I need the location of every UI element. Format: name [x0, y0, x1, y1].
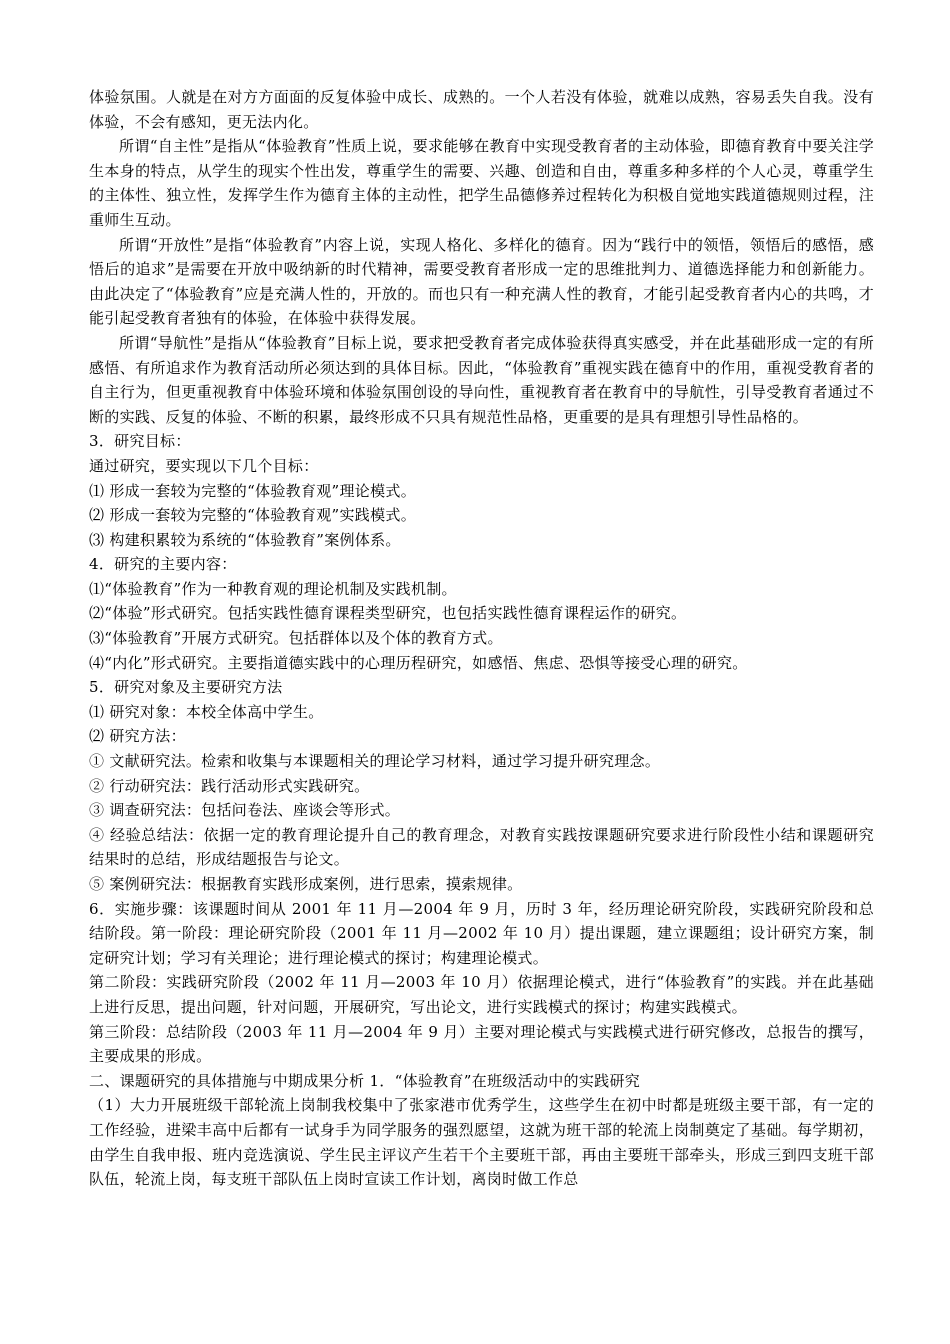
- paragraph: ② 行动研究法：践行活动形式实践研究。: [89, 776, 370, 795]
- paragraph: 二、课题研究的具体措施与中期成果分析 1．“体验教育”在班级活动中的实践研究: [89, 1071, 641, 1090]
- paragraph: ⑴ 研究对象：本校全体高中学生。: [89, 702, 324, 721]
- paragraph: ⑵ 研究方法：: [89, 727, 186, 746]
- paragraph: 所谓“导航性”是指从“体验教育”目标上说，要求把受教育者完成体验获得真实感受，并在此基础形成一定的有所感悟、有所追求作为教育活动所必须达到的具体目标。因此，“体验教育”重视实践在德育中的作用，重视受教育者的自主行为，但更重视教育中体验环境和体验氛围创设的导向性，重视教育者在教育中的导航性，引导受教育者通过不断的实践、反复的体验、不断的积累，最终形成不只具有规范性品格，更重要的是具有理想引导性品格的。: [89, 333, 874, 426]
- paragraph: ⑴ 形成一套较为完整的“体验教育观”理论模式。: [89, 481, 417, 500]
- paragraph: ⑶ 构建积累较为系统的“体验教育”案例体系。: [89, 530, 401, 549]
- paragraph: ⑤ 案例研究法：根据教育实践形成案例，进行思索，摸索规律。: [89, 875, 523, 893]
- paragraph: 6．实施步骤：该课题时间从 2001 年 11 月—2004 年 9 月，历时 3 年，经历理论研究阶段，实践研究阶段和总结阶段。第一阶段：理论研究阶段（2001 年 11 月—2002 年 10 月）提出课题，建立课题组；设计研究方案，制定研究计划；学习有关理论；进行理论模式的探讨；构建理论模式。: [89, 899, 874, 967]
- paragraph: ④ 经验总结法：依据一定的教育理论提升自己的教育理念，对教育实践按课题研究要求进行阶段性小结和课题研究结果时的总结，形成结题报告与论文。: [89, 825, 874, 869]
- paragraph: 3．研究目标：: [89, 432, 191, 451]
- paragraph: ⑷“内化”形式研究。主要指道德实践中的心理历程研究，如感悟、焦虑、恐惧等接受心理的研究。: [89, 653, 748, 672]
- paragraph: ① 文献研究法。检索和收集与本课题相关的理论学习材料，通过学习提升研究理念。: [89, 752, 661, 771]
- paragraph: 所谓“自主性”是指从“体验教育”性质上说，要求能够在教育中实现受教育者的主动体验，即德育教育中要关注学生本身的特点，从学生的现实个性出发，尊重学生的需要、兴趣、创造和自由，尊重多种多样的个人心灵，尊重学生的主体性、独立性，发挥学生作为德育主体的主动性，把学生品德修养过程转化为积极自觉地实践道德规则过程，注重师生互动。: [89, 137, 874, 229]
- paragraph: 第二阶段：实践研究阶段（2002 年 11 月—2003 年 10 月）依据理论模式，进行“体验教育”的实践。并在此基础上进行反思，提出问题，针对问题，开展研究，写出论文，进行实践模式的探讨；构建实践模式。: [89, 973, 874, 1016]
- paragraph: 体验氛围。人就是在对方方面面的反复体验中成长、成熟的。一个人若没有体验，就难以成熟，容易丢失自我。没有体验，不会有感知，更无法内化。: [89, 88, 874, 131]
- paragraph: ⑴“体验教育”作为一种教育观的理论机制及实践机制。: [89, 579, 457, 598]
- paragraph: ⑵ 形成一套较为完整的“体验教育观”实践模式。: [89, 506, 417, 525]
- paragraph: ⑵“体验”形式研究。包括实践性德育课程类型研究，也包括实践性德育课程运作的研究。: [89, 604, 687, 623]
- paragraph: ③ 调查研究法：包括问卷法、座谈会等形式。: [89, 801, 401, 820]
- document-page: [89, 85, 874, 1192]
- paragraph: 通过研究，要实现以下几个目标：: [89, 456, 319, 475]
- paragraph: 5．研究对象及主要研究方法: [89, 678, 283, 697]
- paragraph: ⑶“体验教育”开展方式研究。包括群体以及个体的教育方式。: [89, 629, 503, 648]
- paragraph: 所谓“开放性”是指“体验教育”内容上说，实现人格化、多样化的德育。因为“践行中的领悟，领悟后的感悟，感悟后的追求”是需要在开放中吸纳新的时代精神，需要受教育者形成一定的思维批判力、道德选择能力和创新能力。由此决定了“体验教育”应是充满人性的，开放的。而也只有一种充满人性的教育，才能引起受教育者内心的共鸣，才能引起受教育者独有的体验，在体验中获得发展。: [89, 235, 874, 328]
- paragraph: （1）大力开展班级干部轮流上岗制我校集中了张家港市优秀学生，这些学生在初中时都是班级主要干部，有一定的工作经验，进梁丰高中后都有一试身手为同学服务的强烈愿望，这就为班干部的轮流上岗制奠定了基础。每学期初，由学生自我申报、班内竞选演说、学生民主评议产生若干个主要班干部，再由主要班干部牵头，形成三到四支班干部队伍，轮流上岗，每支班干部队伍上岗时宣读工作计划，离岗时做工作总: [89, 1096, 874, 1189]
- paragraph: 4．研究的主要内容：: [89, 555, 237, 574]
- paragraph: 第三阶段：总结阶段（2003 年 11 月—2004 年 9 月）主要对理论模式与实践模式进行研究修改，总报告的撰写，主要成果的形成。: [89, 1022, 874, 1066]
